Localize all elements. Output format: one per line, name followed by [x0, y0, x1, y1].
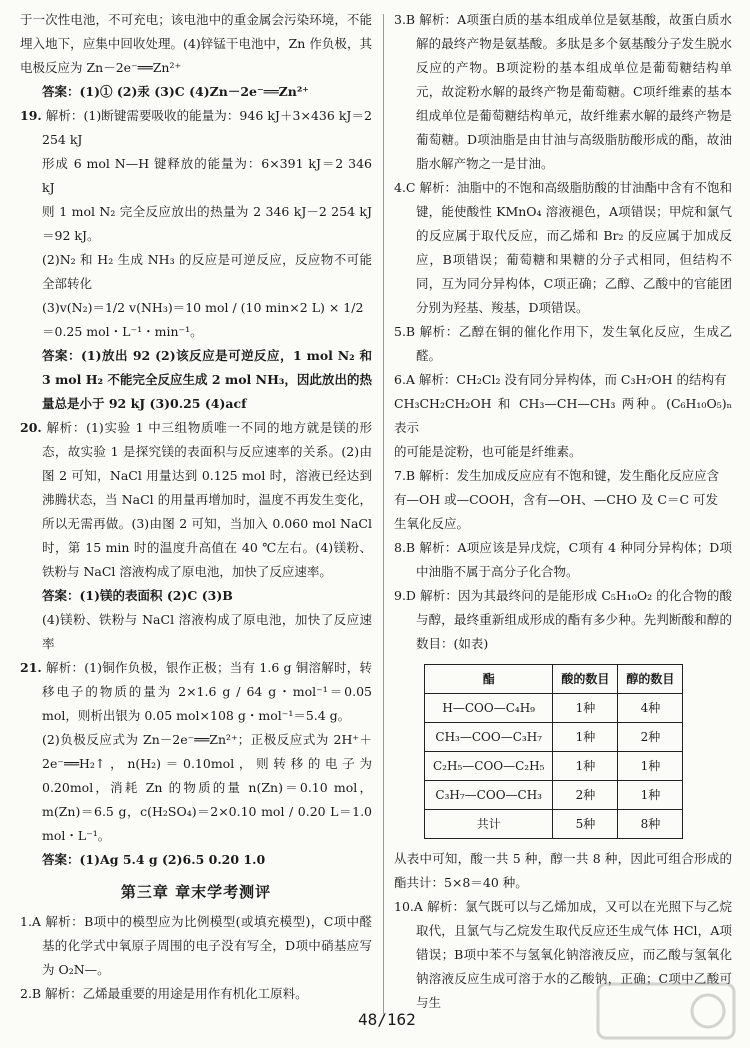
table-cell: 8种: [618, 810, 683, 839]
table-cell: 1种: [553, 723, 618, 752]
table-cell: H—COO—C₄H₉: [425, 694, 553, 723]
table-header: 酯: [425, 665, 553, 694]
column-divider: [383, 14, 384, 1014]
question-8: 8.B 解析：A项应该是异戊烷，C项有 4 种同分异构体；D项中油脂不属于高分子化合物。: [394, 540, 732, 579]
question-5: 5.B 解析：乙醇在铜的催化作用下，发生氧化反应，生成乙醛。: [394, 324, 732, 363]
table-header: 酸的数目: [553, 665, 618, 694]
table-row: [425, 781, 683, 810]
line: (2)N₂ 和 H₂ 生成 NH₃ 的反应是可逆反应，反应物不可能全部转化: [42, 252, 372, 291]
line: ＝0.25 mol・L⁻¹・min⁻¹。: [42, 324, 203, 339]
ester-table: [424, 664, 683, 839]
question-7: 7.B 解析：发生加成反应应有不饱和键，发生酯化反应应含: [394, 468, 720, 483]
explanation: 解析：(1)实验 1 中三组物质唯一不同的地方就是镁的形态，故实验 1 是探究镁的表面积与反应速率的关系。(2)由图 2 可知，NaCl 用量达到 0.125 mol 时，溶液已经达到沸腾状态，当 NaCl 的用量再增加时，温度不再发生变化，所以无需再做。(3)由图 2 可知，当加入 0.060 mol NaCl 时，第 15 min 时的温度升高值在 40 ℃左右。(4)镁粉、铁粉与 NaCl 溶液构成了原电池，加快了反应速率。: [42, 420, 372, 579]
table-row: [425, 752, 683, 781]
table-cell: C₂H₅—COO—C₂H₅: [425, 752, 553, 781]
table-cell: 1种: [618, 752, 683, 781]
table-row: [425, 694, 683, 723]
paragraph: 从表中可知，酸一共 5 种，醇一共 8 种，因此可组合形成的酯共计：5×8＝40 种。: [394, 851, 732, 890]
table-cell: 5种: [553, 810, 618, 839]
table-cell: 1种: [553, 694, 618, 723]
table-cell: 4种: [618, 694, 683, 723]
left-column: [20, 8, 372, 1006]
question-20: [20, 416, 372, 584]
question-3: 3.B 解析：A项蛋白质的基本组成单位是氨基酸，故蛋白质水解的最终产物是氨基酸。多肽是多个氨基酸分子发生脱水反应的产物。B项淀粉的基本组成单位是葡萄糖结构单元，故淀粉水解的最终产物是葡萄糖。C项纤维素的基本组成单位是葡萄糖结构单元，故纤维素水解的最终产物是葡萄糖。D项油脂是由甘油与高级脂肪酸形成的酯，故油脂水解产物之一是甘油。: [394, 12, 732, 171]
table-cell: 1种: [553, 752, 618, 781]
table-cell: 2种: [553, 781, 618, 810]
question-2: 2.B 解析：乙烯最重要的用途是用作有机化工原料。: [20, 986, 308, 1001]
table-cell: 1种: [618, 781, 683, 810]
line: (2)负极反应式为 Zn－2e⁻══Zn²⁺；正极反应式为 2H⁺＋2e⁻══H₂↑，n(H₂)＝0.10mol，则转移的电子为 0.20mol，消耗 Zn 的物质的量 n(Zn)＝0.10 mol，m(Zn)＝6.5 g，c(H₂SO₄)＝2×0.10 mol / 0.20 L＝1.0 mol・L⁻¹。: [42, 732, 372, 843]
line: 形成 6 mol N—H 键释放的能量为：6×391 kJ＝2 346 kJ: [42, 156, 372, 195]
question-number: 20.: [20, 420, 42, 435]
formula-line: (3)v(N₂)＝1/2 v(NH₃)＝10 mol / (10 min×2 L) × 1/2: [42, 300, 364, 315]
table-cell: 2种: [618, 723, 683, 752]
line: 生氧化反应。: [394, 516, 470, 531]
watermark-logo: [596, 982, 736, 1040]
table-cell: C₃H₇—COO—CH₃: [425, 781, 553, 810]
line: 的可能是淀粉，也可能是纤维素。: [394, 444, 582, 459]
chapter-title: 第三章 章末学考测评: [120, 883, 272, 901]
structure-line: CH₃CH₂CH₂OH 和 CH₃—CH—CH₃ 两种。(C₆H₁₀O₅)ₙ 表示: [394, 396, 732, 435]
question-6: 6.A 解析：CH₂Cl₂ 没有同分异构体，而 C₃H₇OH 的结构有: [394, 372, 727, 387]
question-21: [20, 656, 372, 728]
question-1: 1.A 解析：B项中的模型应为比例模型(或填充模型)，C项中醛基的化学式中氧原子周围的电子没有写全，D项中硝基应写为 O₂N—。: [20, 914, 372, 977]
answer-21: 答案：(1)Ag 5.4 g (2)6.5 0.20 1.0: [42, 852, 266, 867]
question-number: 21.: [20, 660, 42, 675]
question-4: 4.C 解析：油脂中的不饱和高级脂肪酸的甘油酯中含有不饱和键，能使酸性 KMnO₄ 溶液褪色，A项错误；甲烷和氯气的反应属于取代反应，而乙烯和 Br₂ 的反应属于加成反应，B项错误；葡萄糖和果糖的分子式相同，但结构不同，互为同分异构体，C项正确；乙醇、乙酸中的官能团分别为羟基、羧基，D项错误。: [394, 180, 732, 315]
table-row: [425, 723, 683, 752]
question-19: [20, 104, 372, 152]
explanation: 解析：(1)铜作负极，银作正极；当有 1.6 g 铜溶解时，转移电子的物质的量为 2×1.6 g / 64 g・mol⁻¹＝0.05 mol，则析出银为 0.05 mol×108 g・mol⁻¹＝5.4 g。: [42, 660, 372, 723]
question-number: 19.: [20, 108, 42, 123]
answer-20: 答案：(1)镁的表面积 (2)C (3)B: [42, 588, 233, 603]
table-row: [425, 810, 683, 839]
question-9: 9.D 解析：因为其最终问的是能形成 C₅H₁₀O₂ 的化合物的酸与醇，最终重新组成形成的酯有多少种。先判断酸和醇的数目：(如表): [394, 588, 732, 651]
page-number: 48/162: [358, 1010, 416, 1029]
table-cell: CH₃—COO—C₃H₇: [425, 723, 553, 752]
table-header-row: [425, 665, 683, 694]
explanation: 解析：(1)断键需要吸收的能量为：946 kJ＋3×436 kJ＝2 254 kJ: [42, 108, 372, 147]
table-cell: 共计: [425, 810, 553, 839]
line: 则 1 mol N₂ 完全反应放出的热量为 2 346 kJ－2 254 kJ＝92 kJ。: [42, 204, 372, 243]
question-10: 10.A 解析：氯气既可以与乙烯加成，又可以在光照下与乙烷取代，且氯气与乙烷发生取代反应还生成气体 HCl，A项错误；B项中苯不与氢氧化钠溶液反应，而乙酸与氢氧化钠溶液反应生成可溶于水的乙酸钠，正确；C项中乙酸可与生: [394, 899, 732, 1010]
paragraph: 于一次性电池，不可充电；该电池中的重金属会污染环境，不能埋入地下，应集中回收处理。(4)锌锰干电池中，Zn 作负极，其电极反应为 Zn－2e⁻══Zn²⁺: [20, 12, 372, 75]
line: 有—OH 或—COOH，含有—OH、—CHO 及 C＝C 可发: [394, 492, 718, 507]
answer-18: 答案：(1)① (2)汞 (3)C (4)Zn－2e⁻══Zn²⁺: [42, 84, 309, 99]
right-column: [394, 8, 732, 1015]
table-header: 醇的数目: [618, 665, 683, 694]
answer-19: 答案：(1)放出 92 (2)该反应是可逆反应，1 mol N₂ 和 3 mol H₂ 不能完全反应生成 2 mol NH₃，因此放出的热量总是小于 92 kJ (3)0.25 (4)acf: [42, 348, 372, 411]
answer-20-cont: (4)镁粉、铁粉与 NaCl 溶液构成了原电池，加快了反应速率: [42, 612, 372, 651]
